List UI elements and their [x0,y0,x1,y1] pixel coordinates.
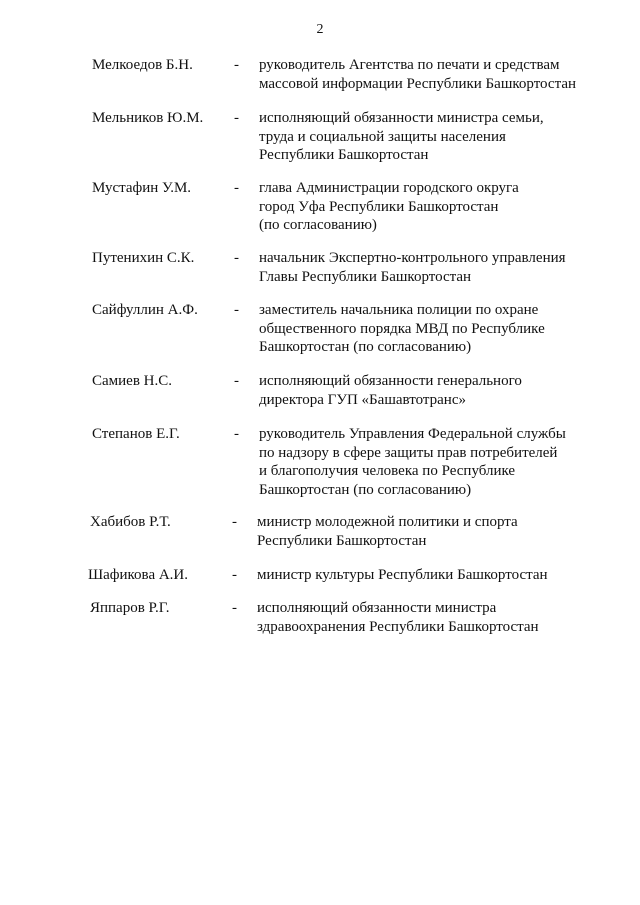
page-number: 2 [316,22,324,37]
person-name: Хабибов Р.Т. [90,514,171,530]
person-position: заместитель начальника полиции по охране общественного порядка МВД по Республике Башкортостан (по согласованию) [259,302,545,355]
person-name: Мелкоедов Б.Н. [92,57,193,73]
person-position: исполняющий обязанности министра здравоохранения Республики Башкортостан [257,600,539,635]
person-name: Путенихин С.К. [92,250,195,266]
separator-dash: - [234,57,239,73]
person-name: Мустафин У.М. [92,180,192,196]
separator-dash: - [232,600,237,616]
person-position: исполняющий обязанности министра семьи, труда и социальной защиты населения Республики Башкортостан [259,110,544,163]
separator-dash: - [234,426,239,442]
person-position: министр молодежной политики и спорта Республики Башкортостан [257,514,518,549]
person-position: руководитель Управления Федеральной службы по надзору в сфере защиты прав потребителей и благополучия человека по Республике Башкортостан (по согласованию) [259,426,566,498]
separator-dash: - [234,180,239,196]
person-name: Мельников Ю.М. [92,110,204,126]
person-name: Шафикова А.И. [88,567,189,583]
separator-dash: - [234,302,239,318]
person-name: Самиев Н.С. [92,373,173,389]
separator-dash: - [234,373,239,389]
separator-dash: - [232,567,237,583]
person-position: начальник Экспертно-контрольного управления Главы Республики Башкортостан [259,250,566,285]
separator-dash: - [234,250,239,266]
person-position: министр культуры Республики Башкортостан [257,567,548,583]
person-name: Сайфуллин А.Ф. [92,302,198,318]
person-name: Степанов Е.Г. [92,426,180,442]
separator-dash: - [234,110,239,126]
person-position: исполняющий обязанности генерального директора ГУП «Башавтотранс» [259,373,522,408]
person-position: глава Администрации городского округа город Уфа Республики Башкортостан (по согласованию) [259,180,519,233]
separator-dash: - [232,514,237,530]
person-position: руководитель Агентства по печати и средствам массовой информации Республики Башкортостан [259,57,577,92]
person-name: Яппаров Р.Г. [90,600,170,616]
